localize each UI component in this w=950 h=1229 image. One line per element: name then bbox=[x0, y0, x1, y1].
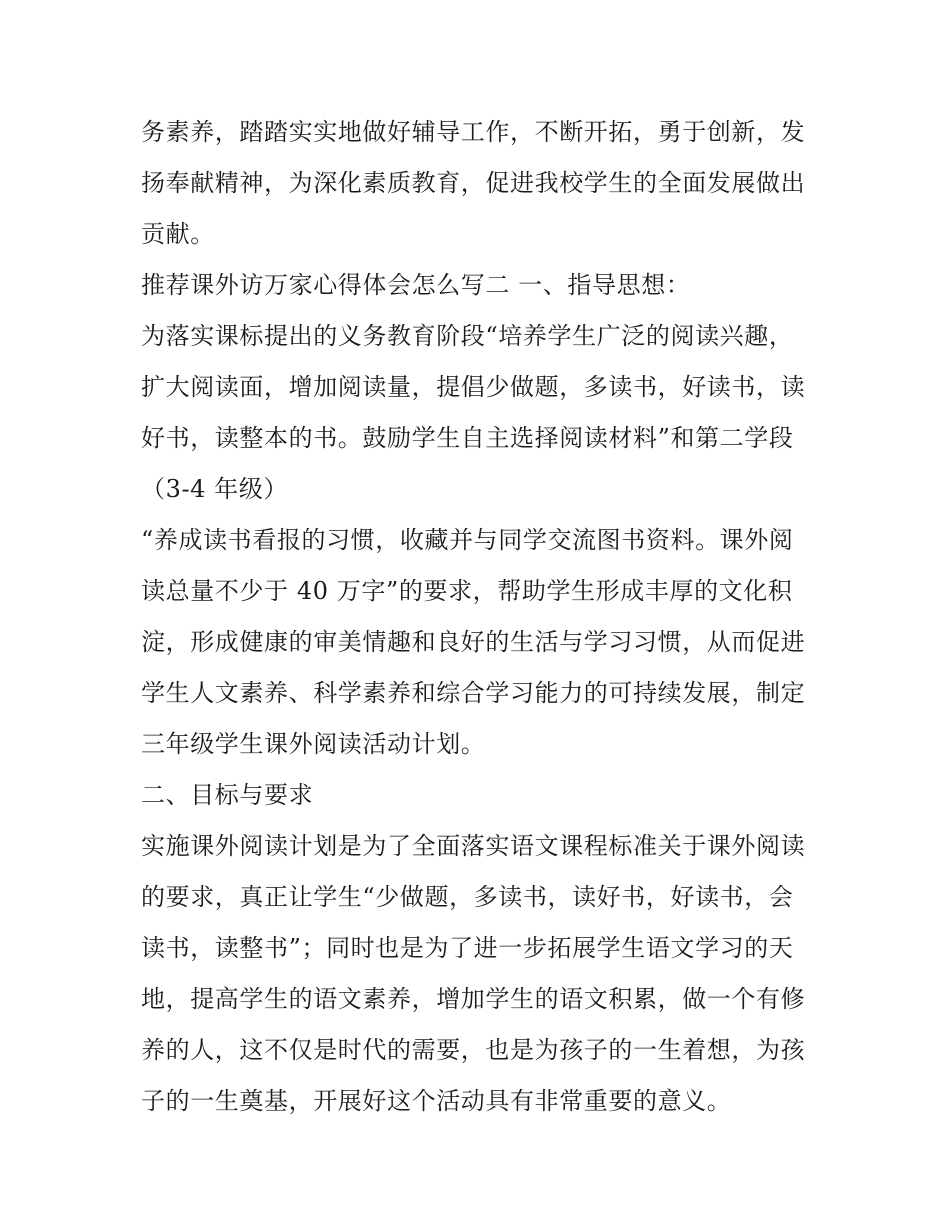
text-line: 三年级学生课外阅读活动计划。 bbox=[141, 730, 486, 758]
text-line: “养成读书看报的习惯，收藏并与同学交流图书资料。课外阅 bbox=[141, 526, 794, 554]
text-line: 为落实课标提出的义务教育阶段“培养学生广泛的阅读兴趣， bbox=[141, 322, 794, 350]
text-line: 务素养，踏踏实实地做好辅导工作，不断开拓，勇于创新，发 bbox=[141, 118, 806, 146]
text-line: 的要求，真正让学生“少做题，多读书，读好书，好读书，会 bbox=[141, 883, 794, 911]
document-body bbox=[141, 107, 821, 1127]
text-line: 好书，读整本的书。鼓励学生自主选择阅读材料”和第二学段 bbox=[141, 424, 794, 452]
text-line: 地，提高学生的语文素养，增加学生的语文积累，做一个有修 bbox=[141, 985, 806, 1013]
section-heading-line: 二、目标与要求 bbox=[141, 781, 314, 809]
text-line: 淀，形成健康的审美情趣和良好的生活与学习习惯，从而促进 bbox=[141, 628, 806, 656]
text-line: 实施课外阅读计划是为了全面落实语文课程标准关于课外阅读 bbox=[141, 832, 806, 860]
text-line: 扬奉献精神，为深化素质教育，促进我校学生的全面发展做出 bbox=[141, 169, 806, 197]
text-line: 读总量不少于 40 万字”的要求，帮助学生形成丰厚的文化积 bbox=[141, 577, 793, 605]
text-line: 学生人文素养、科学素养和综合学习能力的可持续发展，制定 bbox=[141, 679, 806, 707]
text-line: 扩大阅读面，增加阅读量，提倡少做题，多读书，好读书，读 bbox=[141, 373, 806, 401]
text-line: 贡献。 bbox=[141, 220, 215, 248]
text-line: 子的一生奠基，开展好这个活动具有非常重要的意义。 bbox=[141, 1087, 732, 1115]
text-line: 读书，读整书”；同时也是为了进一步拓展学生语文学习的天 bbox=[141, 934, 794, 962]
text-line: （3-4 年级） bbox=[141, 475, 289, 503]
text-line: 养的人，这不仅是时代的需要，也是为孩子的一生着想，为孩 bbox=[141, 1036, 806, 1064]
section-heading-line: 推荐课外访万家心得体会怎么写二 一、指导思想： bbox=[141, 271, 691, 299]
